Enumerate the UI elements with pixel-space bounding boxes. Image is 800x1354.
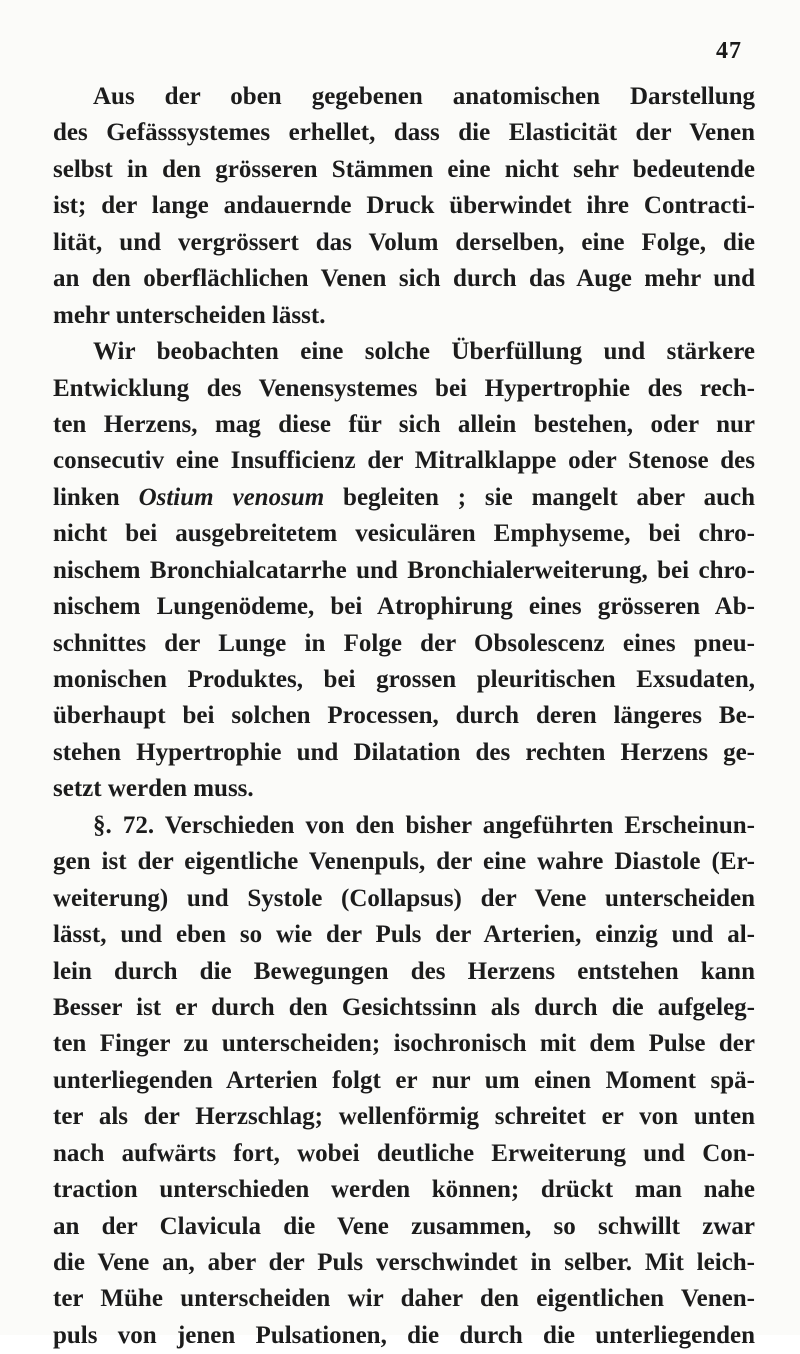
- text-line: stehen Hypertrophie und Dilatation des rechten Herzens ge-: [53, 738, 755, 766]
- text-line: nicht bei ausgebreitetem vesiculären Emphyseme, bei chro-: [53, 520, 755, 548]
- text-line: Entwicklung des Venensystemes bei Hypertrophie des rech-: [53, 374, 755, 402]
- text-fragment: begleiten ; sie mangelt aber auch: [324, 483, 755, 511]
- text-line: an den oberflächlichen Venen sich durch das Auge mehr und: [53, 265, 755, 293]
- emphasis-ostium-venosum: Ostium venosum: [138, 483, 325, 511]
- text-line: überhaupt bei solchen Processen, durch deren längeres Be-: [53, 702, 755, 730]
- text-line: weiterung) und Systole (Collapsus) der Vene unterscheiden: [53, 884, 755, 912]
- text-line: mehr unterscheiden lässt.: [53, 301, 326, 329]
- text-line: schnittes der Lunge in Folge der Obsolescenz eines pneu-: [53, 629, 755, 657]
- text-fragment: linken: [53, 483, 139, 511]
- text-line: puls von jenen Pulsationen, die durch die unterliegenden: [53, 1321, 755, 1349]
- text-line: selbst in den grösseren Stämmen eine nicht sehr bedeutende: [53, 155, 755, 183]
- text-line: Aus der oben gegebenen anatomischen Darstellung: [93, 83, 755, 110]
- text-line: nischem Lungenödeme, bei Atrophirung eines grösseren Ab-: [53, 593, 755, 621]
- text-line: des Gefässsystemes erhellet, dass die Elasticität der Venen: [53, 119, 755, 147]
- text-line: monischen Produktes, bei grossen pleuritischen Exsudaten,: [53, 666, 755, 693]
- text-line: nach aufwärts fort, wobei deutliche Erweiterung und Con-: [53, 1139, 755, 1167]
- text-line: lässt, und eben so wie der Puls der Arterien, einzig und al-: [53, 921, 755, 949]
- text-line: lität, und vergrössert das Volum derselben, eine Folge, die: [53, 228, 755, 256]
- text-line: an der Clavicula die Vene zusammen, so schwillt zwar: [53, 1212, 755, 1240]
- text-line: ist; der lange andauernde Druck überwindet ihre Contracti-: [53, 192, 755, 220]
- body-text: [53, 79, 755, 1354]
- text-line: traction unterschieden werden können; drückt man nahe: [53, 1176, 755, 1204]
- text-line: unterliegenden Arterien folgt er nur um einen Moment spä-: [53, 1066, 755, 1094]
- text-line: lein durch die Bewegungen des Herzens entstehen kann: [53, 957, 755, 985]
- text-line: ten Herzens, mag diese für sich allein bestehen, oder nur: [53, 410, 755, 438]
- text-line: setzt werden muss.: [53, 775, 254, 803]
- text-line-with-emphasis: [53, 480, 755, 516]
- text-line: gen ist der eigentliche Venenpuls, der eine wahre Diastole (Er-: [53, 848, 755, 876]
- text-line: nischem Bronchialcatarrhe und Bronchialerweiterung, bei chro-: [53, 556, 755, 584]
- text-line: ten Finger zu unterscheiden; isochronisch mit dem Pulse der: [53, 1030, 755, 1058]
- text-line: die Vene an, aber der Puls verschwindet in selber. Mit leich-: [53, 1249, 755, 1276]
- text-line: consecutiv eine Insufficienz der Mitralklappe oder Stenose des: [53, 447, 755, 475]
- text-line: ter als der Herzschlag; wellenförmig schreitet er von unten: [53, 1103, 755, 1131]
- text-line: Besser ist er durch den Gesichtssinn als durch die aufgeleg-: [53, 993, 755, 1021]
- section-heading-line: §. 72. Verschieden von den bisher angeführten Erscheinun-: [93, 811, 755, 839]
- page-number: 47: [716, 38, 742, 64]
- text-line: Wir beobachten eine solche Überfüllung und stärkere: [93, 338, 755, 366]
- text-line: ter Mühe unterscheiden wir daher den eigentlichen Venen-: [53, 1285, 755, 1313]
